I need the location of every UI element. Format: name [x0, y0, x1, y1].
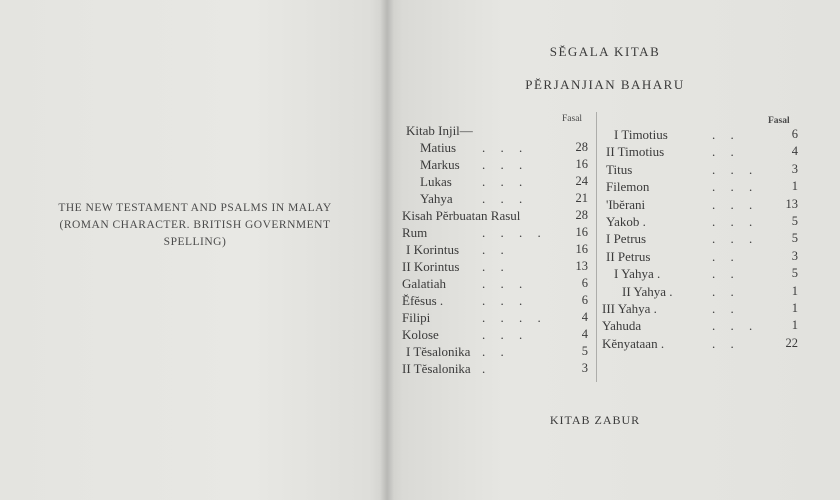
leader-dots: . .: [712, 248, 740, 264]
leader-dots: . . .: [482, 191, 529, 206]
chapter-count: 21: [575, 191, 588, 205]
book-name: Kisah Pĕrbuatan Rasul: [402, 208, 521, 223]
left-note-line-3: SPELLING): [163, 236, 227, 248]
chapter-count: 5: [791, 214, 798, 228]
chapter-count: 16: [575, 157, 588, 171]
left-note-line-1: THE NEW TESTAMENT AND PSALMS IN MALAY: [58, 202, 332, 214]
list-item: [602, 230, 798, 247]
leader-dots: . . .: [482, 157, 529, 172]
book-name: Galatiah: [402, 276, 447, 291]
book-name: Kitab Injil—: [406, 123, 473, 138]
list-item: [602, 213, 798, 230]
left-column-header: Fasal: [562, 114, 583, 124]
leader-dots: . .: [712, 283, 740, 299]
book-name: II Timotius: [606, 144, 665, 160]
book-name: Lukas: [420, 174, 452, 189]
chapter-count: 6: [581, 276, 588, 290]
book-name: Kĕnyataan .: [602, 335, 665, 351]
chapter-count: 3: [791, 248, 798, 263]
leader-dots: . . .: [482, 174, 529, 189]
list-item: [602, 143, 798, 160]
leader-dots: . . .: [482, 293, 529, 308]
chapter-count: 5: [791, 231, 798, 246]
chapter-count: 5: [791, 266, 798, 281]
leader-dots: . .: [482, 259, 510, 274]
chapter-count: 24: [575, 174, 588, 188]
book-name: Ĕfĕsus .: [402, 293, 444, 308]
list-item: [402, 275, 588, 292]
chapter-count: 6: [581, 293, 588, 307]
leader-dots: . .: [712, 301, 740, 316]
list-item: [402, 343, 588, 360]
leader-dots: . .: [712, 127, 740, 142]
list-item: [402, 360, 588, 377]
list-item: [402, 190, 588, 207]
list-item: [602, 126, 798, 143]
chapter-count: 16: [575, 225, 588, 239]
chapter-count: 13: [785, 196, 798, 211]
book-name: I Yahya .: [614, 266, 661, 282]
leader-dots: . .: [482, 344, 510, 359]
leader-dots: . .: [482, 242, 510, 257]
list-item: [402, 326, 588, 343]
list-item: [402, 224, 588, 241]
list-item: [602, 178, 798, 195]
list-item: [402, 122, 588, 139]
page-title: SĔGALA KITAB: [549, 44, 661, 59]
chapter-count: 13: [575, 259, 588, 273]
list-item: [602, 300, 798, 317]
right-column-header: Fasal: [768, 116, 790, 126]
book-name: II Tĕsalonika: [402, 361, 471, 376]
list-item: [402, 173, 588, 190]
book-name: Yahya: [420, 191, 453, 206]
chapter-count: 4: [581, 310, 588, 324]
book-name: II Petrus: [606, 248, 651, 264]
leader-dots: . . .: [482, 140, 529, 155]
column-divider: [596, 112, 597, 382]
chapter-count: 28: [575, 140, 588, 154]
chapter-count: 6: [791, 127, 798, 141]
book-name: I Timotius: [614, 127, 668, 142]
book-name: I Petrus: [606, 231, 647, 247]
chapter-count: 1: [791, 179, 798, 194]
leader-dots: . .: [712, 335, 740, 351]
book-gutter: [380, 0, 394, 500]
book-name: I Korintus: [406, 242, 460, 257]
list-item: [602, 283, 798, 300]
page-subtitle: PĔRJANJIAN BAHARU: [525, 77, 685, 92]
chapter-count: 3: [791, 161, 798, 176]
list-item: [602, 317, 798, 334]
book-name: Yahuda: [602, 318, 642, 334]
list-item: [402, 258, 588, 275]
leader-dots: . . .: [712, 318, 759, 334]
chapter-count: 1: [791, 283, 798, 298]
section-footer: KITAB ZABUR: [549, 413, 641, 427]
left-page-note: [30, 200, 360, 251]
chapter-count: 16: [575, 242, 588, 256]
list-item: [402, 156, 588, 173]
leader-dots: . . .: [482, 327, 529, 342]
list-item: [402, 292, 588, 309]
list-item: [402, 207, 588, 224]
leader-dots: . .: [712, 144, 740, 160]
book-name: Yakob .: [606, 214, 646, 229]
chapter-count: 22: [785, 335, 798, 350]
leader-dots: . . . .: [482, 310, 547, 325]
list-item: [602, 248, 798, 265]
list-item: [402, 241, 588, 258]
leader-dots: .: [482, 361, 492, 376]
book-name: Markus: [420, 157, 460, 172]
book-name: Filemon: [606, 179, 650, 195]
chapter-count: 4: [581, 327, 588, 341]
leader-dots: . . .: [712, 179, 759, 195]
chapter-count: 3: [581, 361, 588, 375]
book-name: III Yahya .: [602, 301, 657, 316]
leader-dots: . . .: [712, 214, 759, 229]
book-name: Titus: [606, 161, 633, 177]
chapter-count: 1: [791, 318, 798, 333]
chapter-count: 28: [575, 208, 588, 222]
leader-dots: . . .: [712, 196, 759, 212]
leader-dots: . . .: [712, 161, 759, 177]
book-name: II Yahya .: [622, 283, 673, 299]
book-name: Kolose: [402, 327, 439, 342]
book-name: Matius: [420, 140, 457, 155]
book-name: I Tĕsalonika: [406, 344, 471, 359]
list-item: [602, 161, 798, 178]
list-item: [602, 335, 798, 352]
leader-dots: . . .: [482, 276, 529, 291]
left-note-line-2: (ROMAN CHARACTER. BRITISH GOVERNMENT: [59, 219, 331, 231]
chapter-count: 1: [791, 301, 798, 315]
leader-dots: . .: [712, 266, 740, 282]
list-item: [602, 265, 798, 282]
book-name: Rum: [402, 225, 428, 240]
list-item: [402, 309, 588, 326]
chapter-count: 4: [791, 144, 798, 159]
chapter-count: 5: [581, 344, 588, 358]
book-name: 'Ibĕrani: [606, 196, 646, 212]
list-item: [602, 196, 798, 213]
book-name: II Korintus: [402, 259, 460, 274]
leader-dots: . . .: [712, 231, 759, 247]
leader-dots: . . . .: [482, 225, 547, 240]
book-name: Filipi: [402, 310, 431, 325]
list-item: [402, 139, 588, 156]
